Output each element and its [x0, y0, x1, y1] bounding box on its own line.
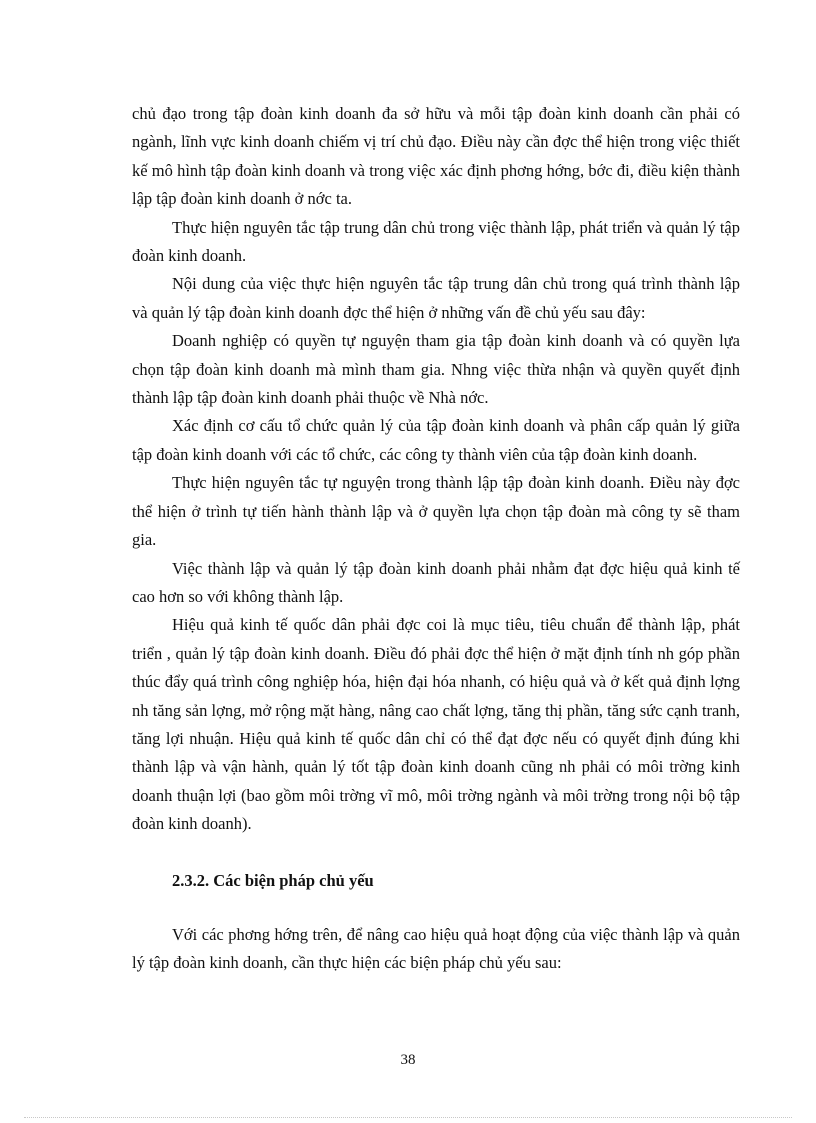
section-heading: 2.3.2. Các biện pháp chủ yếu — [172, 870, 374, 890]
body-paragraph: Hiệu quả kinh tế quốc dân phải đợc coi là mục tiêu, tiêu chuẩn để thành lập, phát triển , quản lý tập đoàn kinh doanh. Điều đó phải đợc thể hiện ở mặt định tính nh góp phần thúc đẩy quá trình công nghiệp hóa, hiện đại hóa nhanh, có hiệu quả và ở kết quả định lợng nh tăng sản lợng, mở rộng mặt hàng, nâng cao chất lợng, tăng thị phần, tăng sức cạnh tranh, tăng lợi nhuận. Hiệu quả kinh tế quốc dân chỉ có thể đạt đợc nếu có quyết định đúng khi thành lập và vận hành, quản lý tốt tập đoàn kinh doanh cũng nh phải có môi trờng kinh doanh thuận lợi (bao gồm môi trờng vĩ mô, môi trờng ngành và môi trờng trong nội bộ tập đoàn kinh doanh). — [132, 615, 740, 834]
page-number: 38 — [400, 1052, 416, 1068]
section-paragraph: Với các phơng hớng trên, để nâng cao hiệu quả hoạt động của việc thành lập và quản lý tập đoàn kinh doanh, cần thực hiện các biện pháp chủ yếu sau: — [132, 924, 740, 972]
body-paragraph-continued: chủ đạo trong tập đoàn kinh doanh đa sở hữu và mỗi tập đoàn kinh doanh cần phải có ngành, lĩnh vực kinh doanh chiếm vị trí chủ đạo. Điều này cần đợc thể hiện trong việc thiết kế mô hình tập đoàn kinh doanh và trong việc xác định phơng hớng, bớc đi, điều kiện thành lập tập đoàn kinh doanh ở nớc ta. — [132, 104, 740, 209]
body-paragraph: Thực hiện nguyên tắc tập trung dân chủ trong việc thành lập, phát triển và quản lý tập đoàn kinh doanh. — [132, 217, 740, 266]
document-body — [132, 100, 740, 977]
body-paragraph: Thực hiện nguyên tắc tự nguyện trong thành lập tập đoàn kinh doanh. Điều này đợc thể hiện ở trình tự tiến hành thành lập và ở quyền lựa chọn tập đoàn mà công ty sẽ tham gia. — [132, 473, 740, 550]
body-paragraph: Xác định cơ cấu tổ chức quản lý của tập đoàn kinh doanh và phân cấp quản lý giữa tập đoàn kinh doanh với các tổ chức, các công ty thành viên của tập đoàn kinh doanh. — [132, 416, 740, 464]
body-paragraph: Việc thành lập và quản lý tập đoàn kinh doanh phải nhằm đạt đợc hiệu quả kinh tế cao hơn so với không thành lập. — [132, 558, 740, 606]
body-paragraph: Doanh nghiệp có quyền tự nguyện tham gia tập đoàn kinh doanh và có quyền lựa chọn tập đoàn kinh doanh mà mình tham gia. Nhng việc thừa nhận và quyền quyết định thành lập tập đoàn kinh doanh phải thuộc về Nhà nớc. — [132, 331, 740, 408]
body-paragraph: Nội dung của việc thực hiện nguyên tắc tập trung dân chủ trong quá trình thành lập và quản lý tập đoàn kinh doanh đợc thể hiện ở những vấn đề chủ yếu sau đây: — [132, 274, 740, 322]
page-bottom-divider — [24, 1117, 792, 1118]
